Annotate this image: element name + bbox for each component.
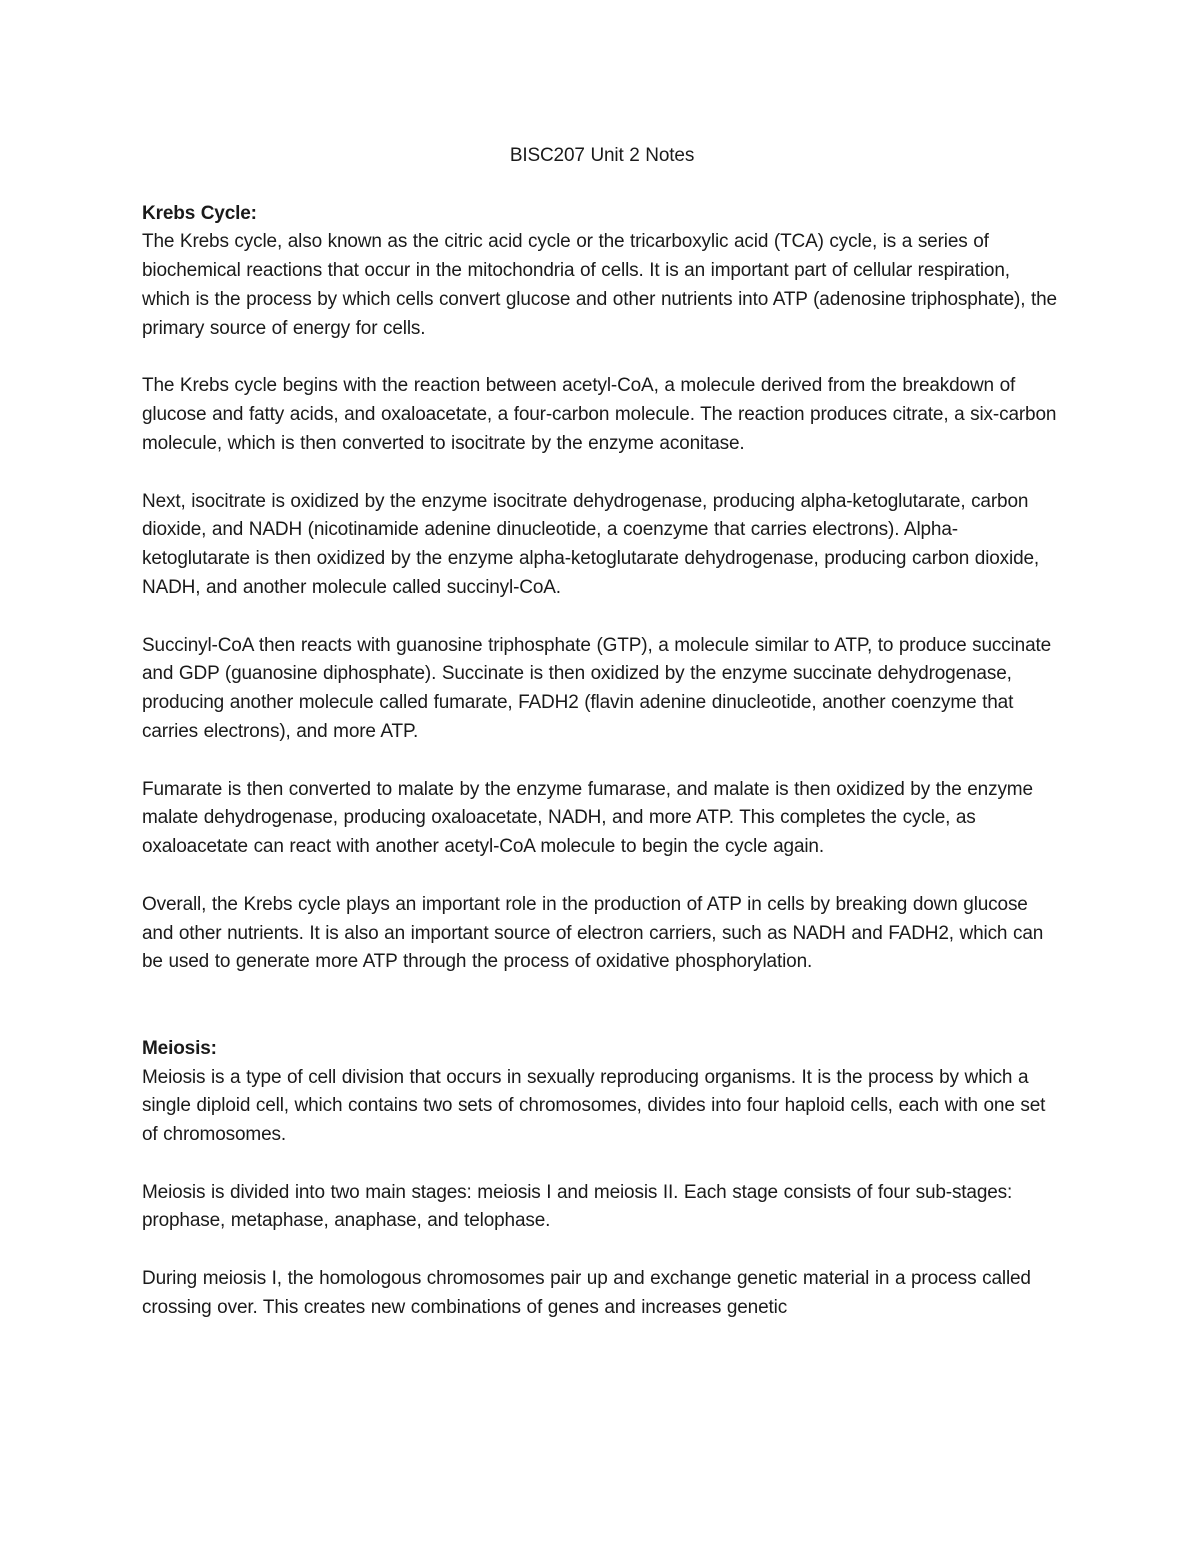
section-spacer	[142, 1006, 1062, 1035]
section-heading: Meiosis:	[142, 1037, 217, 1059]
document-title: BISC207 Unit 2 Notes	[509, 145, 695, 166]
section-meiosis	[142, 1035, 1062, 1323]
paragraph: Next, isocitrate is oxidized by the enzyme isocitrate dehydrogenase, producing alpha-ketoglutarate, carbon dioxide, and NADH (nicotinamide adenine dinucleotide, a coenzyme that carries electrons). Alpha-ketoglutarate is then oxidized by the enzyme alpha-ketoglutarate dehydrogenase, producing carbon dioxide, NADH, and another molecule called succinyl-CoA.	[142, 490, 1040, 598]
paragraph: Meiosis is a type of cell division that occurs in sexually reproducing organisms. It is the process by which a single diploid cell, which contains two sets of chromosomes, divides into four haploid cells, each with one set of chromosomes.	[142, 1066, 1046, 1146]
section-heading: Krebs Cycle:	[142, 202, 257, 224]
paragraph: Succinyl-CoA then reacts with guanosine triphosphate (GTP), a molecule similar to ATP, to produce succinate and GDP (guanosine diphosphate). Succinate is then oxidized by the enzyme succinate dehydrogenase, producing another molecule called fumarate, FADH2 (flavin adenine dinucleotide, another coenzyme that carries electrons), and more ATP.	[142, 634, 1052, 742]
document-body	[142, 142, 1062, 1323]
paragraph: The Krebs cycle, also known as the citric acid cycle or the tricarboxylic acid (TCA) cycle, is a series of biochemical reactions that occur in the mitochondria of cells. It is an important part of cellular respiration, which is the process by which cells convert glucose and other nutrients into ATP (adenosine triphosphate), the primary source of energy for cells.	[142, 231, 1057, 339]
paragraph: Fumarate is then converted to malate by the enzyme fumarase, and malate is then oxidized by the enzyme malate dehydrogenase, producing oxaloacetate, NADH, and more ATP. This completes the cycle, as oxaloacetate can react with another acetyl-CoA molecule to begin the cycle again.	[142, 778, 1033, 858]
paragraph: Meiosis is divided into two main stages: meiosis I and meiosis II. Each stage consists of four sub-stages: prophase, metaphase, anaphase, and telophase.	[142, 1181, 1013, 1232]
paragraph: During meiosis I, the homologous chromosomes pair up and exchange genetic material in a process called crossing over. This creates new combinations of genes and increases genetic	[142, 1268, 1031, 1318]
paragraph: Overall, the Krebs cycle plays an important role in the production of ATP in cells by breaking down glucose and other nutrients. It is also an important source of electron carriers, such as NADH and FADH2, which can be used to generate more ATP through the process of oxidative phosphorylation.	[142, 893, 1044, 973]
paragraph: The Krebs cycle begins with the reaction between acetyl-CoA, a molecule derived from the breakdown of glucose and fatty acids, and oxaloacetate, a four-carbon molecule. The reaction produces citrate, a six-carbon molecule, which is then converted to isocitrate by the enzyme aconitase.	[142, 375, 1057, 454]
section-krebs-cycle	[142, 200, 1062, 978]
